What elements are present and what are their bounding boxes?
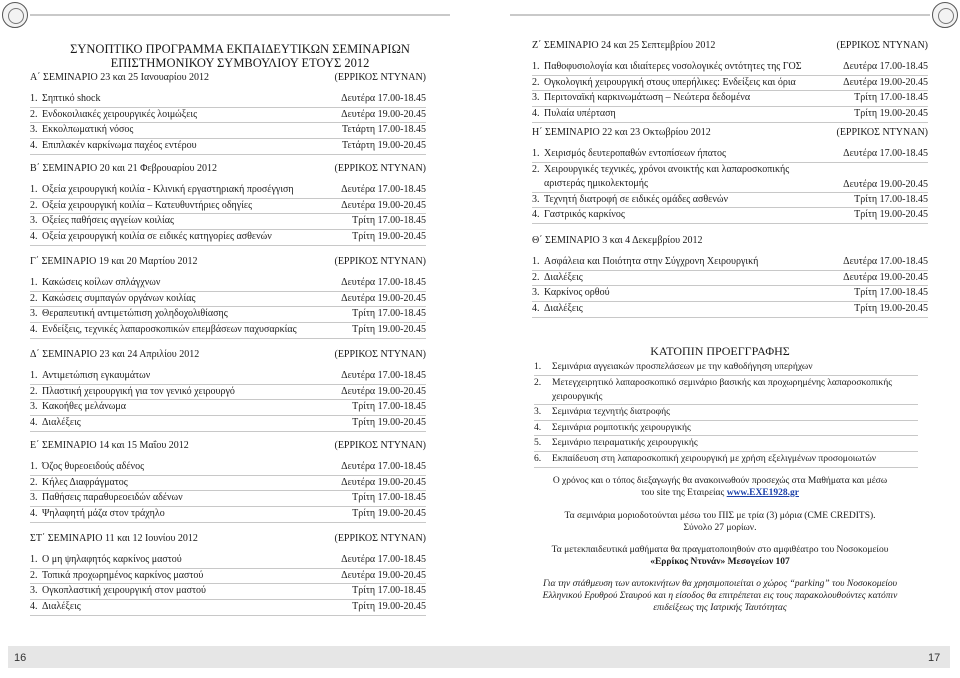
item-number: 6. xyxy=(534,452,542,464)
seminar-row xyxy=(532,91,928,107)
row-topic: Κακώσεις συμπαγών οργάνων κοιλίας xyxy=(42,292,196,304)
row-schedule: Τρίτη 17.00-18.45 xyxy=(854,193,928,205)
row-number: 4. xyxy=(30,231,38,243)
row-topic: Οξείες παθήσεις αγγείων κοιλίας xyxy=(42,215,174,227)
seminar-title: Α΄ ΣΕΜΙΝΑΡΙΟ 23 και 25 Ιανουαρίου 2012 xyxy=(30,72,210,83)
row-schedule: Τρίτη 17.00-18.45 xyxy=(352,492,426,504)
row-schedule: Τρίτη 19.00-20.45 xyxy=(352,324,426,336)
seminar-section xyxy=(532,127,928,224)
item-text: Μετεγχειρητικό λαπαροσκοπικό σεμινάριο βασικής και προχωρημένης λαπαροσκοπικής χειρουργικής xyxy=(552,376,893,402)
seminar-section xyxy=(30,163,426,246)
row-topic: Ογκοπλαστική χειρουργική στον μαστού xyxy=(42,585,206,597)
row-number: 2. xyxy=(30,385,38,397)
seminar-row xyxy=(30,460,426,476)
row-number: 1. xyxy=(532,256,540,267)
seminar-row xyxy=(30,199,426,215)
row-topic: Περιτοναϊκή καρκινωμάτωση – Νεώτερα δεδομένα xyxy=(544,92,751,104)
row-schedule: Τρίτη 19.00-20.45 xyxy=(352,417,426,429)
row-topic: Κακώσεις κοίλων σπλάγχνων xyxy=(42,277,161,288)
seminar-row xyxy=(532,255,928,271)
row-schedule: Τετάρτη 19.00-20.45 xyxy=(342,140,426,152)
footer-band xyxy=(480,646,950,668)
seminar-row xyxy=(30,323,426,339)
page-number: 16 xyxy=(14,652,27,664)
item-number: 5. xyxy=(534,437,542,449)
appointment-item xyxy=(534,360,918,376)
society-logo-icon xyxy=(2,2,28,28)
appointment-title: ΚΑΤΟΠΙΝ ΠΡΟΕΓΓΡΑΦΗΣ xyxy=(650,344,790,358)
row-schedule: Τρίτη 17.00-18.45 xyxy=(352,308,426,320)
row-number: 1. xyxy=(532,148,540,159)
seminar-row xyxy=(532,76,928,92)
seminar-section xyxy=(30,72,426,155)
row-number: 3. xyxy=(30,401,38,413)
item-text: Εκπαίδευση στη λαπαροσκοπική χειρουργική με χρήση εξελιγμένων προσομοιωτών xyxy=(552,452,877,464)
row-schedule: Τρίτη 19.00-20.45 xyxy=(854,209,928,221)
note-line xyxy=(520,487,920,499)
row-number: 3. xyxy=(30,308,38,320)
seminar-row xyxy=(30,276,426,292)
seminar-header xyxy=(30,440,426,454)
seminar-row xyxy=(30,476,426,492)
note-venue xyxy=(520,544,920,568)
seminar-row xyxy=(532,147,928,163)
row-topic: Χειρισμός δευτεροπαθών εντοπίσεων ήπατος xyxy=(544,148,726,159)
row-schedule: Τρίτη 17.00-18.45 xyxy=(854,92,928,104)
row-topic: Εκκολπωματική νόσος xyxy=(42,124,134,136)
seminar-header xyxy=(532,235,928,249)
row-schedule: Δευτέρα 19.00-20.45 xyxy=(341,569,426,581)
row-schedule: Δευτέρα 19.00-20.45 xyxy=(843,76,928,88)
seminar-section xyxy=(30,533,426,616)
seminar-row xyxy=(532,286,928,302)
row-topic: Ογκολογική χειρουργική στους υπερήλικες: Ενδείξεις και όρια xyxy=(544,76,796,88)
row-number: 4. xyxy=(30,601,38,613)
row-number: 4. xyxy=(30,324,38,336)
row-number: 4. xyxy=(30,417,38,429)
row-topic: Όζος θυρεοειδούς αδένος xyxy=(42,461,145,472)
row-number: 3. xyxy=(532,193,540,205)
seminar-header xyxy=(30,163,426,177)
seminar-location: (ΕΡΡΙΚΟΣ ΝΤΥΝΑΝ) xyxy=(334,349,426,360)
row-topic: Καρκίνος ορθού xyxy=(544,287,610,299)
row-number: 2. xyxy=(532,271,540,283)
seminar-header xyxy=(532,127,928,141)
seminar-row xyxy=(30,108,426,124)
note-line: επιδείξεως της Ιατρικής Ταυτότητας xyxy=(653,603,787,613)
note-text: του site της Εταιρείας xyxy=(640,488,727,498)
seminar-row xyxy=(532,302,928,318)
seminar-row xyxy=(532,163,928,193)
seminar-row xyxy=(532,193,928,209)
footer-band xyxy=(8,646,480,668)
seminar-title: ΣΤ΄ ΣΕΜΙΝΑΡΙΟ 11 και 12 Ιουνίου 2012 xyxy=(30,533,198,544)
seminar-row xyxy=(30,385,426,401)
seminar-title: Γ΄ ΣΕΜΙΝΑΡΙΟ 19 και 20 Μαρτίου 2012 xyxy=(30,256,198,267)
page-title xyxy=(40,42,440,70)
seminar-location: (ΕΡΡΙΚΟΣ ΝΤΥΝΑΝ) xyxy=(334,440,426,451)
row-number: 2. xyxy=(30,108,38,120)
row-schedule: Δευτέρα 19.00-20.45 xyxy=(843,178,928,190)
row-topic: Ο μη ψηλαφητός καρκίνος μαστού xyxy=(42,554,182,565)
seminar-title: Ζ΄ ΣΕΜΙΝΑΡΙΟ 24 και 25 Σεπτεμβρίου 2012 xyxy=(532,40,716,51)
seminar-location: (ΕΡΡΙΚΟΣ ΝΤΥΝΑΝ) xyxy=(334,72,426,83)
seminar-row xyxy=(30,507,426,523)
item-number: 3. xyxy=(534,406,542,418)
row-topic: Ενδοκοιλιακές χειρουργικές λοιμώξεις xyxy=(42,108,198,120)
row-number: 4. xyxy=(532,209,540,221)
row-number: 3. xyxy=(532,92,540,104)
note-schedule xyxy=(520,475,920,499)
row-topic: Γαστρικός καρκίνος xyxy=(544,209,625,221)
seminar-row xyxy=(30,491,426,507)
seminar-title: Η΄ ΣΕΜΙΝΑΡΙΟ 22 και 23 Οκτωβρίου 2012 xyxy=(532,127,711,138)
item-text: Σεμινάρια ρομποτικής χειρουργικής xyxy=(552,421,691,433)
row-number: 4. xyxy=(532,108,540,120)
row-number: 1. xyxy=(30,93,38,104)
item-text: Σεμινάριο πειραματικής χειρουργικής xyxy=(552,437,698,449)
row-number: 3. xyxy=(532,287,540,299)
row-schedule: Δευτέρα 19.00-20.45 xyxy=(341,108,426,120)
top-rule xyxy=(510,14,930,16)
row-schedule: Δευτέρα 19.00-20.45 xyxy=(341,385,426,397)
title-line-1: ΣΥΝΟΠΤΙΚΟ ΠΡΟΓΡΑΜΜΑ ΕΚΠΑΙΔΕΥΤΙΚΩΝ ΣΕΜΙΝΑΡΙΩΝ xyxy=(70,42,410,56)
seminar-row xyxy=(532,208,928,224)
seminar-header xyxy=(30,533,426,547)
row-topic: Οξεία χειρουργική κοιλία - Κλινική εργαστηριακή προσέγγιση xyxy=(42,184,294,195)
seminar-row xyxy=(532,60,928,76)
row-topic: Θεραπευτική αντιμετώπιση χοληδοχολιθίασης xyxy=(42,308,228,320)
row-schedule: Τρίτη 19.00-20.45 xyxy=(352,508,426,520)
row-topic: Τοπικά προχωρημένος καρκίνος μαστού xyxy=(42,569,204,581)
appointment-item xyxy=(534,452,918,468)
row-topic: Ψηλαφητή μάζα στον τράχηλο xyxy=(42,508,165,520)
row-schedule: Τρίτη 19.00-20.45 xyxy=(854,303,928,315)
row-schedule: Τρίτη 19.00-20.45 xyxy=(854,108,928,120)
row-topic: Οξεία χειρουργική κοιλία σε ειδικές κατηγορίες ασθενών xyxy=(42,231,272,243)
society-website-link[interactable]: www.EXE1928.gr xyxy=(726,488,799,498)
seminar-row xyxy=(532,271,928,287)
seminar-row xyxy=(30,230,426,246)
seminar-row xyxy=(30,400,426,416)
item-number: 4. xyxy=(534,421,542,433)
seminar-location: (ΕΡΡΙΚΟΣ ΝΤΥΝΑΝ) xyxy=(836,127,928,138)
seminar-section xyxy=(30,440,426,523)
seminar-row xyxy=(30,92,426,108)
row-number: 2. xyxy=(30,569,38,581)
seminar-row xyxy=(30,139,426,155)
seminar-header xyxy=(30,256,426,270)
seminar-row xyxy=(30,183,426,199)
appointment-item xyxy=(534,405,918,421)
row-number: 3. xyxy=(30,215,38,227)
row-topic: Πλαστική χειρουργική για τον γενικό χειρουργό xyxy=(42,385,235,397)
seminar-section xyxy=(532,40,928,123)
row-topic: Επιπλακέν καρκίνωμα παχέος εντέρου xyxy=(42,140,197,152)
row-schedule: Τρίτη 19.00-20.45 xyxy=(352,231,426,243)
page-number: 17 xyxy=(928,652,941,664)
top-rule xyxy=(30,14,450,16)
seminar-row xyxy=(30,416,426,432)
appointment-item xyxy=(534,421,918,437)
row-topic: Διαλέξεις xyxy=(42,417,81,429)
row-schedule: Δευτέρα 17.00-18.45 xyxy=(843,256,928,267)
item-number: 1. xyxy=(534,361,542,372)
row-schedule: Δευτέρα 17.00-18.45 xyxy=(341,370,426,381)
row-topic: Οξεία χειρουργική κοιλία – Κατευθυντήριες οδηγίες xyxy=(42,199,253,211)
row-number: 4. xyxy=(30,140,38,152)
row-topic: Αντιμετώπιση εγκαυμάτων xyxy=(42,370,151,381)
seminar-row xyxy=(30,600,426,616)
seminar-section xyxy=(532,235,928,318)
row-topic: Διαλέξεις xyxy=(544,303,583,315)
row-schedule: Δευτέρα 17.00-18.45 xyxy=(341,554,426,565)
seminar-header xyxy=(30,72,426,86)
row-topic: Κακοήθες μελάνωμα xyxy=(42,401,126,413)
row-schedule: Δευτέρα 19.00-20.45 xyxy=(341,292,426,304)
row-schedule: Δευτέρα 19.00-20.45 xyxy=(843,271,928,283)
row-topic: Διαλέξεις xyxy=(544,271,583,283)
seminar-title: Ε΄ ΣΕΜΙΝΑΡΙΟ 14 και 15 Μαΐου 2012 xyxy=(30,440,189,451)
note-line: Τα μετεκπαιδευτικά μαθήματα θα πραγματοποιηθούν στο αμφιθέατρο του Νοσοκομείου xyxy=(551,545,889,555)
row-schedule: Τρίτη 19.00-20.45 xyxy=(352,601,426,613)
note-line: «Ερρίκος Ντυνάν» Μεσογείων 107 xyxy=(650,557,790,567)
row-topic: Διαλέξεις xyxy=(42,601,81,613)
row-schedule: Τρίτη 17.00-18.45 xyxy=(352,585,426,597)
row-topic: Χειρουργικές τεχνικές, χρόνοι ανοικτής και λαπαροσκοπικής αριστεράς ημικολεκτομής xyxy=(544,163,790,189)
row-schedule: Τρίτη 17.00-18.45 xyxy=(854,287,928,299)
row-number: 2. xyxy=(532,76,540,88)
seminar-section xyxy=(30,256,426,339)
item-text: Σεμινάρια αγγειακών προσπελάσεων με την καθοδήγηση υπερήχων xyxy=(552,361,813,372)
seminar-row xyxy=(30,292,426,308)
item-number: 2. xyxy=(534,376,542,388)
row-number: 2. xyxy=(532,163,540,175)
row-number: 2. xyxy=(30,476,38,488)
appointment-list xyxy=(534,360,918,468)
seminar-location: (ΕΡΡΙΚΟΣ ΝΤΥΝΑΝ) xyxy=(334,533,426,544)
seminar-row xyxy=(30,369,426,385)
right-page xyxy=(480,0,960,678)
row-number: 3. xyxy=(30,492,38,504)
item-text: Σεμινάρια τεχνητής διατροφής xyxy=(552,406,670,418)
row-schedule: Δευτέρα 17.00-18.45 xyxy=(843,148,928,159)
appointment-item xyxy=(534,376,918,406)
seminar-header xyxy=(532,40,928,54)
row-number: 2. xyxy=(30,292,38,304)
row-number: 3. xyxy=(30,585,38,597)
note-line: Για την στάθμευση των αυτοκινήτων θα χρησιμοποιείται ο χώρος “parking” του Νοσοκομείου xyxy=(543,579,897,589)
seminar-location: (ΕΡΡΙΚΟΣ ΝΤΥΝΑΝ) xyxy=(334,163,426,174)
row-schedule: Δευτέρα 17.00-18.45 xyxy=(341,93,426,104)
seminar-title: Δ΄ ΣΕΜΙΝΑΡΙΟ 23 και 24 Απριλίου 2012 xyxy=(30,349,200,360)
row-topic: Πυλαία υπέρταση xyxy=(544,108,616,120)
row-number: 1. xyxy=(30,370,38,381)
row-topic: Παθοφυσιολογία και ιδιαίτερες νοσολογικές οντότητες της ΓΟΣ xyxy=(544,61,802,72)
seminar-row xyxy=(30,214,426,230)
note-credits xyxy=(520,510,920,534)
row-number: 1. xyxy=(532,61,540,72)
row-topic: Σηπτικό shock xyxy=(42,93,101,104)
row-topic: Παθήσεις παραθυρεοειδών αδένων xyxy=(42,492,183,504)
row-schedule: Δευτέρα 17.00-18.45 xyxy=(341,461,426,472)
row-schedule: Δευτέρα 17.00-18.45 xyxy=(341,277,426,288)
row-number: 1. xyxy=(30,184,38,195)
seminar-row xyxy=(30,123,426,139)
society-logo-icon xyxy=(932,2,958,28)
appointment-item xyxy=(534,436,918,452)
seminar-title: Β΄ ΣΕΜΙΝΑΡΙΟ 20 και 21 Φεβρουαρίου 2012 xyxy=(30,163,217,174)
row-number: 2. xyxy=(30,199,38,211)
seminar-row xyxy=(30,584,426,600)
note-line: Ο χρόνος και ο τόπος διεξαγωγής θα ανακοινωθούν προσεχώς στα Μαθήματα και μέσω xyxy=(552,476,888,486)
row-schedule: Δευτέρα 19.00-20.45 xyxy=(341,476,426,488)
row-number: 3. xyxy=(30,124,38,136)
row-schedule: Τρίτη 17.00-18.45 xyxy=(352,215,426,227)
row-topic: Τεχνητή διατροφή σε ειδικές ομάδες ασθενών xyxy=(544,193,729,205)
row-number: 4. xyxy=(30,508,38,520)
row-schedule: Δευτέρα 17.00-18.45 xyxy=(843,61,928,72)
note-line: Ελληνικού Ερυθρού Σταυρού και η είσοδος θα επιτρέπεται εις τους παρακολουθούντες κατόπιν xyxy=(542,591,898,601)
seminar-header xyxy=(30,349,426,363)
row-schedule: Δευτέρα 19.00-20.45 xyxy=(341,199,426,211)
row-topic: Ασφάλεια και Ποιότητα στην Σύγχρονη Χειρουργική xyxy=(544,256,759,267)
note-parking xyxy=(520,578,920,614)
row-schedule: Τρίτη 17.00-18.45 xyxy=(352,401,426,413)
seminar-section xyxy=(30,349,426,432)
row-schedule: Τετάρτη 17.00-18.45 xyxy=(342,124,426,136)
row-schedule: Δευτέρα 17.00-18.45 xyxy=(341,184,426,195)
seminar-row xyxy=(30,553,426,569)
seminar-row xyxy=(30,307,426,323)
seminar-row xyxy=(532,107,928,123)
row-number: 1. xyxy=(30,554,38,565)
seminar-location: (ΕΡΡΙΚΟΣ ΝΤΥΝΑΝ) xyxy=(836,40,928,51)
note-line: Σύνολο 27 μορίων. xyxy=(683,523,757,533)
seminar-location: (ΕΡΡΙΚΟΣ ΝΤΥΝΑΝ) xyxy=(334,256,426,267)
title-line-2: ΕΠΙΣΤΗΜΟΝΙΚΟΥ ΣΥΜΒΟΥΛΙΟΥ ΕΤΟΥΣ 2012 xyxy=(110,56,370,70)
seminar-title: Θ΄ ΣΕΜΙΝΑΡΙΟ 3 και 4 Δεκεμβρίου 2012 xyxy=(532,235,703,246)
row-number: 1. xyxy=(30,461,38,472)
row-number: 4. xyxy=(532,303,540,315)
row-number: 1. xyxy=(30,277,38,288)
row-topic: Κήλες Διαφράγματος xyxy=(42,476,128,488)
seminar-row xyxy=(30,569,426,585)
row-topic: Ενδείξεις, τεχνικές λαπαροσκοπικών επεμβάσεων παχυσαρκίας xyxy=(42,324,297,336)
note-line: Τα σεμινάρια μοριοδοτούνται μέσω του ΠΙΣ με τρία (3) μόρια (CME CREDITS). xyxy=(564,511,876,521)
